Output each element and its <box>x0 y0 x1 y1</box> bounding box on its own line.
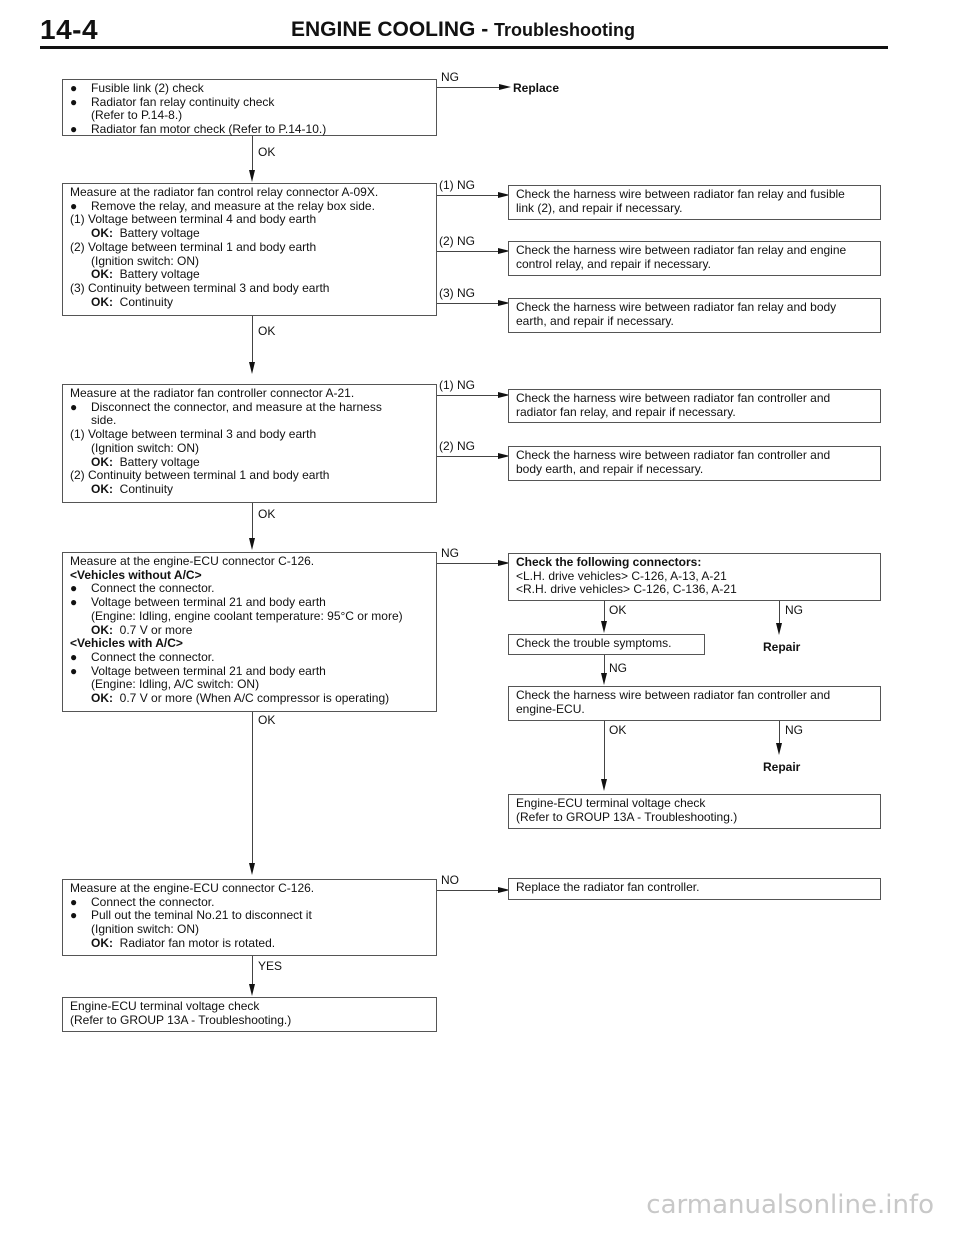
bullet-icon: ● <box>70 649 78 664</box>
connector-line <box>437 563 500 564</box>
ng-label: (3) NG <box>439 286 475 300</box>
arrow-down-icon <box>601 779 607 791</box>
result-box-relay-fusible: Check the harness wire between radiator fan relay and fusible link (2), and repair if necessary. <box>508 185 881 220</box>
trunk-line-5 <box>252 955 253 984</box>
ok-label: OK <box>609 603 627 617</box>
connector-line <box>437 303 500 304</box>
connector-line <box>437 87 501 88</box>
arrow-down-icon <box>249 863 255 875</box>
arrow-down-icon <box>776 743 782 755</box>
connector-line <box>437 456 500 457</box>
arrow-down-icon <box>249 984 255 996</box>
ok-label: OK <box>258 324 276 338</box>
watermark: carmanualsonline.info <box>646 1190 934 1220</box>
ecu-voltage-check-box: Engine-ECU terminal voltage check (Refer to GROUP 13A - Troubleshooting.) <box>508 794 881 829</box>
bullet-icon: ● <box>70 94 78 109</box>
ng-label: (1) NG <box>439 378 475 392</box>
check-box-fusible-link: ● Fusible link (2) check ● Radiator fan relay continuity check (Refer to P.14-8.) ● Radiator fan motor check (Refer to P.14-10.) <box>62 79 437 136</box>
connector-line <box>437 395 500 396</box>
repair-label: Repair <box>763 760 801 774</box>
arrow-down-icon <box>249 170 255 182</box>
no-label: NO <box>441 873 459 887</box>
ok-label: OK <box>609 723 627 737</box>
arrow-down-icon <box>601 673 607 685</box>
connector-line <box>604 655 605 673</box>
arrow-down-icon <box>249 538 255 550</box>
yes-label: YES <box>258 959 283 973</box>
connector-line <box>779 601 780 623</box>
trouble-symptoms-box: Check the trouble symptoms. <box>508 634 705 655</box>
connector-line <box>604 721 605 779</box>
ok-label: OK <box>258 713 276 727</box>
trunk-line-2 <box>252 315 253 362</box>
arrow-down-icon <box>601 621 607 633</box>
bullet-icon: ● <box>70 908 78 923</box>
connector-line <box>604 601 605 621</box>
ng-label: NG <box>785 603 803 617</box>
connector-line <box>437 251 500 252</box>
result-box-controller-relay: Check the harness wire between radiator fan controller and radiator fan relay, and repair if necessary. <box>508 389 881 423</box>
ng-label: NG <box>441 70 459 84</box>
trunk-line-1 <box>252 135 253 170</box>
connector-line <box>437 195 500 196</box>
connectors-box: Check the following connectors: <L.H. drive vehicles> C-126, A-13, A-21 <R.H. drive vehicles> C-126, C-136, A-21 <box>508 553 881 601</box>
connector-line <box>779 721 780 743</box>
ng-label: (2) NG <box>439 439 475 453</box>
ng-label: NG <box>785 723 803 737</box>
trunk-line-4 <box>252 711 253 863</box>
check-box-fan-controller: Measure at the radiator fan controller connector A-21. ● Disconnect the connector, and measure at the harness side. (1) Voltage between terminal 3 and body earth (Ignition switch: ON) OK: Battery voltage (2) Continuity between terminal 1 and body earth OK: Continuity <box>62 384 437 503</box>
bullet-icon: ● <box>70 894 78 909</box>
ok-label: OK <box>258 507 276 521</box>
header-rule <box>40 46 888 49</box>
ng-label: (2) NG <box>439 234 475 248</box>
ok-label: OK <box>258 145 276 159</box>
check-box-ecu-connector: Measure at the engine-ECU connector C-126. <Vehicles without A/C> ● Connect the connector. ● Voltage between terminal 21 and body earth (Engine: Idling, engine coolant temperature: 95°C or more) OK: 0.7 V or more <Vehicles with A/C> ● Connect the connector. ● Voltage between terminal 21 and body earth (Engine: Idling, A/C switch: ON) OK: 0.7 V or more (When A/C compressor is operating) <box>62 552 437 712</box>
bullet-icon: ● <box>70 581 78 596</box>
ng-label: NG <box>441 546 459 560</box>
replace-controller-box: Replace the radiator fan controller. <box>508 878 881 900</box>
repair-label: Repair <box>763 640 801 654</box>
bullet-icon: ● <box>70 595 78 610</box>
check-box-fan-control-relay: Measure at the radiator fan control relay connector A-09X. ● Remove the relay, and measure at the relay box side. (1) Voltage between terminal 4 and body earth OK: Battery voltage (2) Voltage between terminal 1 and body earth (Ignition switch: ON) OK: Battery voltage (3) Continuity between terminal 3 and body earth OK: Continuity <box>62 183 437 316</box>
final-ecu-voltage-check-box: Engine-ECU terminal voltage check (Refer to GROUP 13A - Troubleshooting.) <box>62 997 437 1032</box>
result-box-relay-body-earth: Check the harness wire between radiator fan relay and body earth, and repair if necessary. <box>508 298 881 333</box>
page-title <box>291 18 635 42</box>
connector-line <box>437 890 500 891</box>
bullet-icon: ● <box>70 198 78 213</box>
arrow-right-icon <box>499 84 511 90</box>
result-box-controller-earth: Check the harness wire between radiator fan controller and body earth, and repair if necessary. <box>508 446 881 481</box>
page-number: 14-4 <box>40 14 99 45</box>
bullet-icon: ● <box>70 663 78 678</box>
arrow-down-icon <box>249 362 255 374</box>
bullet-icon: ● <box>70 122 78 137</box>
check-box-ecu-terminal-pull: Measure at the engine-ECU connector C-126. ● Connect the connector. ● Pull out the teminal No.21 to disconnect it (Ignition switch: ON) OK: Radiator fan motor is rotated. <box>62 879 437 956</box>
replace-label: Replace <box>513 81 560 95</box>
harness-controller-ecu-box: Check the harness wire between radiator fan controller and engine-ECU. <box>508 686 881 721</box>
ng-label: (1) NG <box>439 178 475 192</box>
result-box-relay-engine-relay: Check the harness wire between radiator fan relay and engine control relay, and repair if necessary. <box>508 241 881 276</box>
ng-label: NG <box>609 661 627 675</box>
title-dash: - <box>481 18 489 41</box>
arrow-down-icon <box>776 623 782 635</box>
bullet-icon: ● <box>70 81 78 95</box>
trunk-line-3 <box>252 502 253 538</box>
section-subtitle: Troubleshooting <box>494 20 636 40</box>
section-title: ENGINE COOLING <box>291 18 476 41</box>
bullet-icon: ● <box>70 399 78 414</box>
